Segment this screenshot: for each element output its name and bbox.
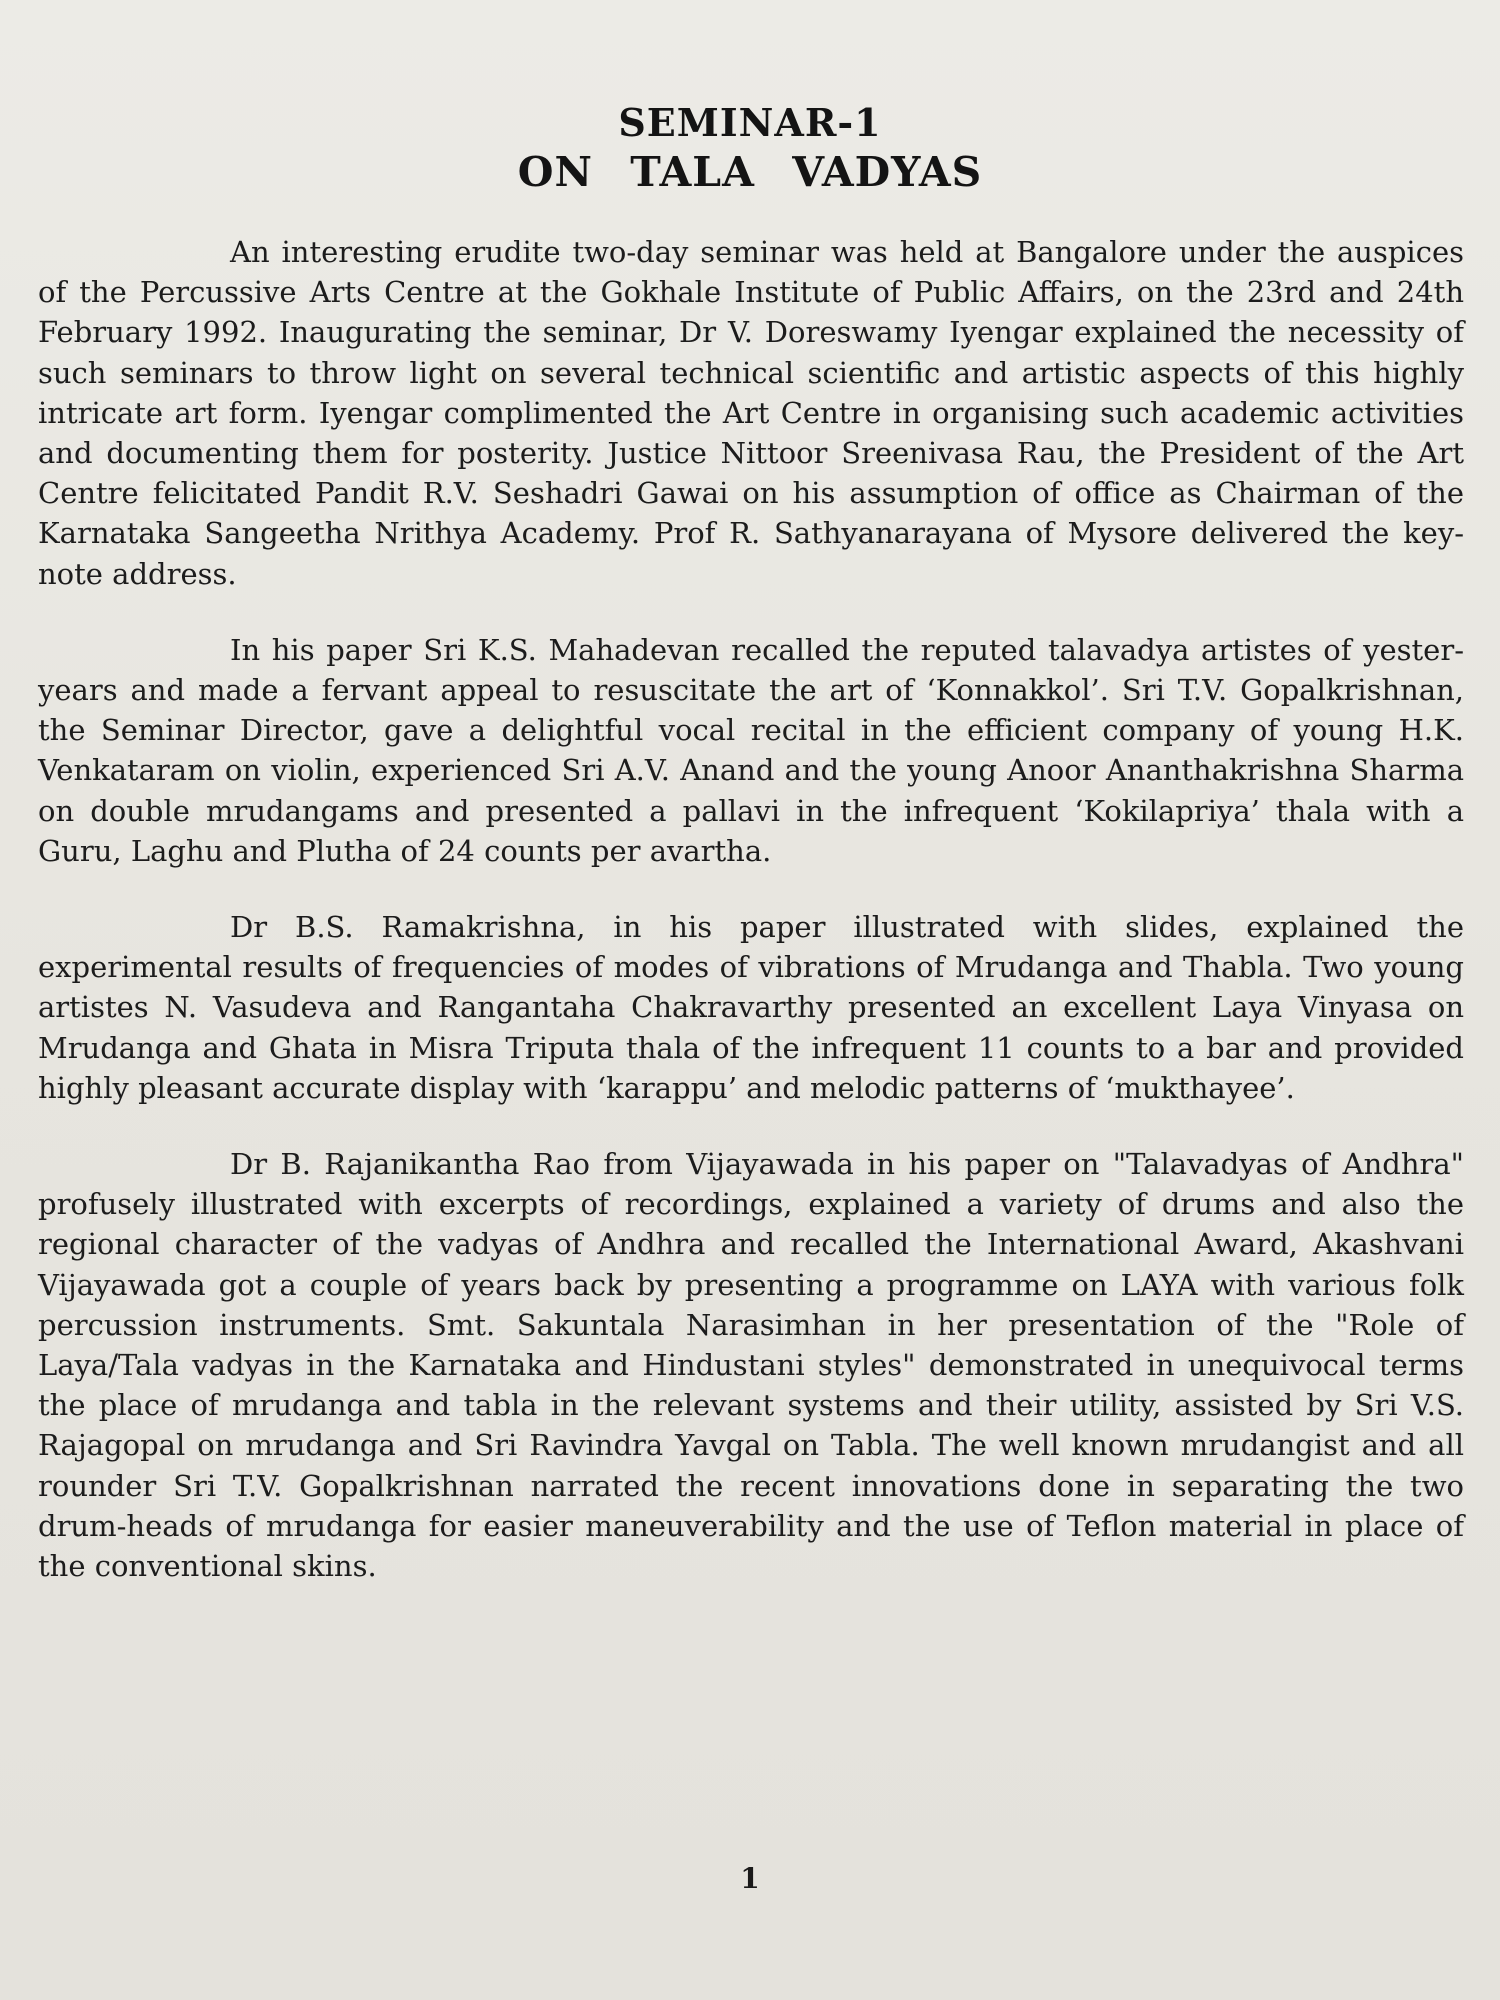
title-line-2: ON TALA VADYAS — [517, 148, 983, 196]
page-number: 1 — [740, 1862, 760, 1895]
paragraph-4: Dr B. Rajanikantha Rao from Vijayawada in his paper on "Talavadyas of Andhra" profusely illustrated with excerpts of recordings, explained a variety of drums and also the regional character of the vadyas of Andhra and recalled the International Award, Akashvani Vijayawada got a couple of years back by presenting a programme on LAYA with various folk percussion instruments. Smt. Sakuntala Narasimhan in her presentation of the "Role of Laya/Tala vadyas in the Karnataka and Hindustani styles" demonstrated in unequivocal terms the place of mrudanga and tabla in the relevant systems and their utility, assisted by Sri V.S. Rajagopal on mrudanga and Sri Ravindra Yavgal on Tabla. The well known mrudangist and all rounder Sri T.V. Gopalkrishnan narrated the recent innovations done in separating the two drum-heads of mrudanga for easier maneuverability and the use of Teflon material in place of the conventional skins. — [38, 1147, 1464, 1584]
paragraph-3: Dr B.S. Ramakrishna, in his paper illustrated with slides, explained the experimental results of frequencies of modes of vibrations of Mrudanga and Thabla. Two young artistes N. Vasudeva and Rangantaha Chakravarthy presented an excellent Laya Vinyasa on Mrudanga and Ghata in Misra Triputa thala of the infrequent 11 counts to a bar and provided highly pleasant accurate display with ‘karappu’ and melodic patterns of ‘mukthayee’. — [38, 910, 1464, 1105]
title-line-1: SEMINAR-1 — [618, 100, 882, 145]
paragraph-1: An interesting erudite two-day seminar was held at Bangalore under the auspices of the Percussive Arts Centre at the Gokhale Institute of Public Affairs, on the 23rd and 24th February 1992. Inaugurating the seminar, Dr V. Doreswamy Iyengar explained the necessity of such seminars to throw light on several technical scientific and artistic aspects of this highly intricate art form. Iyengar complimented the Art Centre in organising such academic activities and documenting them for posterity. Justice Nittoor Sreenivasa Rau, the President of the Art Centre felicitated Pandit R.V. Seshadri Gawai on his assumption of office as Chairman of the Karnataka Sangeetha Nrithya Academy. Prof R. Sathyanarayana of Mysore delivered the key-note address. — [38, 235, 1464, 591]
paragraph-2: In his paper Sri K.S. Mahadevan recalled the reputed talavadya artistes of yester-years and made a fervant appeal to resuscitate the art of ‘Konnakkol’. Sri T.V. Gopalkrishnan, the Seminar Director, gave a delightful vocal recital in the efficient company of young H.K. Venkataram on violin, experienced Sri A.V. Anand and the young Anoor Ananthakrishna Sharma on double mrudangams and presented a pallavi in the infrequent ‘Kokilapriya’ thala with a Guru, Laghu and Plutha of 24 counts per avartha. — [38, 632, 1464, 868]
article-body — [38, 232, 1464, 1586]
